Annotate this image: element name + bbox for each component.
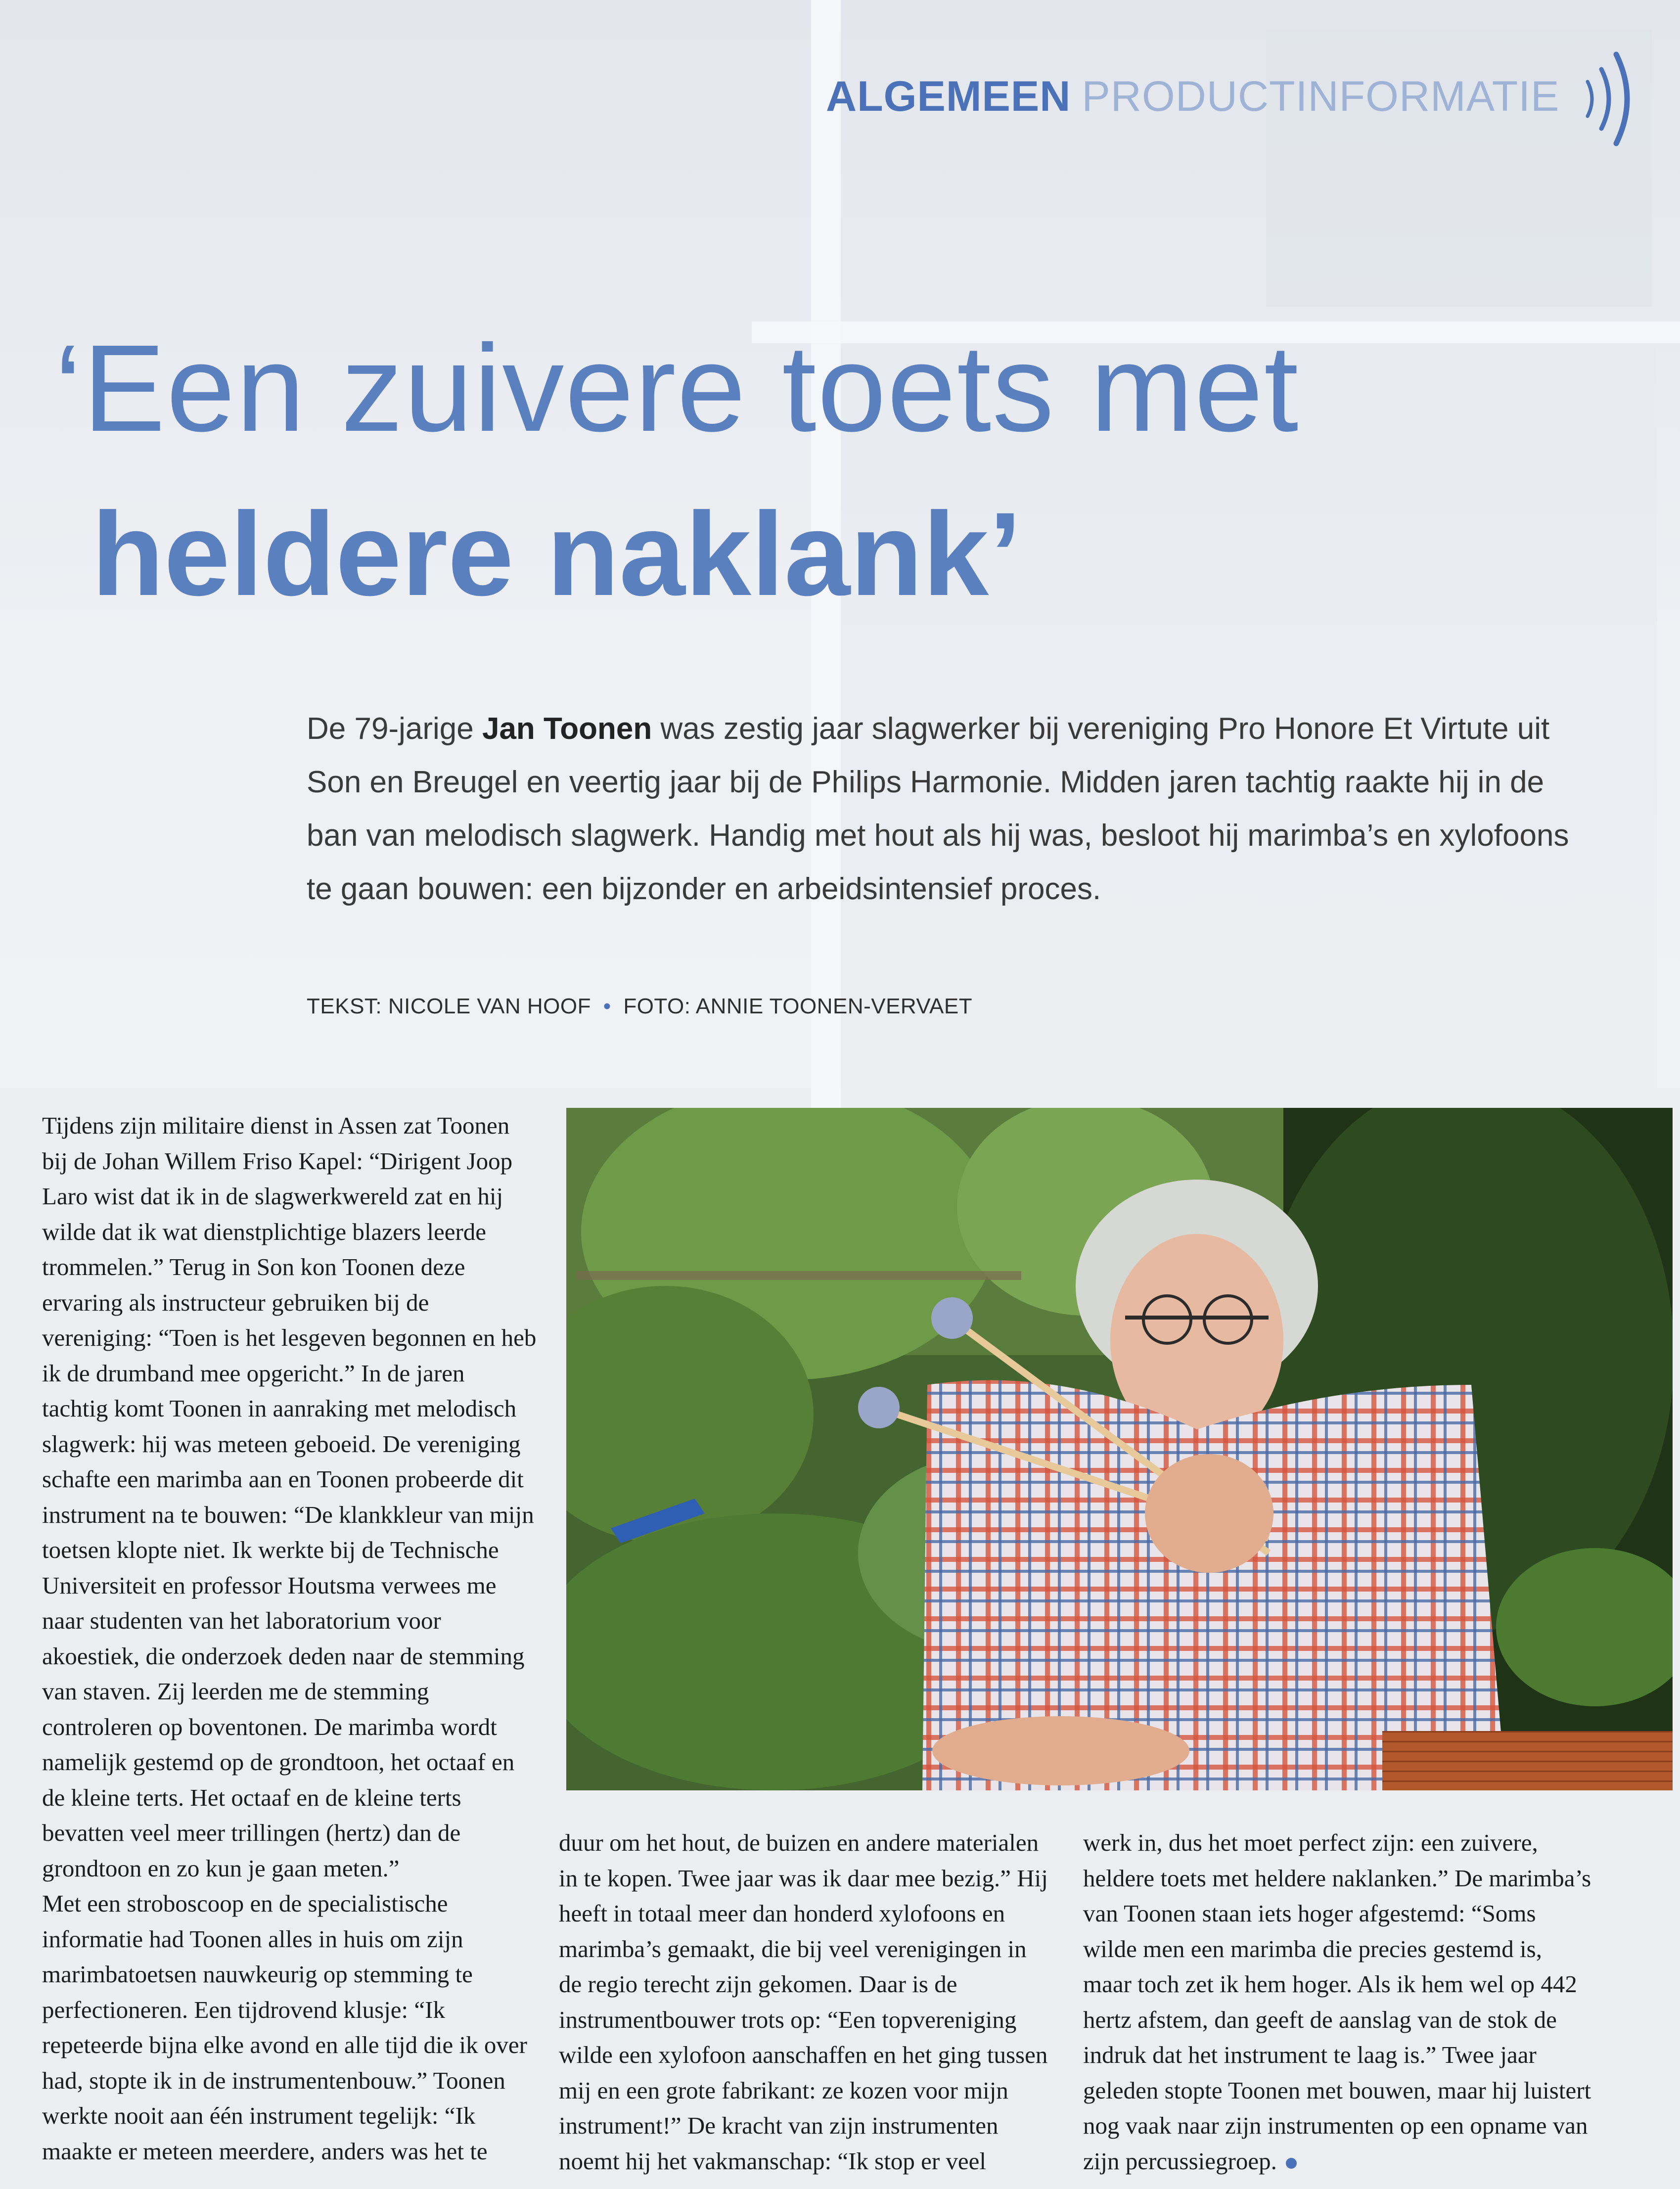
article-title-line2: heldere naklank’ — [91, 488, 1022, 620]
section-header — [826, 69, 1560, 124]
intro-text: was zestig jaar slagwerker bij vereniging Pro Honore Et Virtute uit Son en Breugel en veertig jaar bij de Philips Harmonie. Midden jaren tachtig raakte hij in de ban van melodisch slagwerk. Handig met hout als hij was, besloot hij marimba’s en xylofoons te gaan bouwen: een bijzonder en arbeidsintensief proces. — [307, 712, 1569, 906]
byline-photo: FOTO: ANNIE TOONEN-VERVAET — [623, 994, 973, 1018]
byline-separator: • — [603, 994, 611, 1018]
body-paragraph: duur om het hout, de buizen en andere materialen in te kopen. Twee jaar was ik daar mee bezig.” Hij heeft in totaal meer dan honderd xylofoons en marimba’s gemaakt, die bij veel verenigingen in de regio terecht zijn gekomen. Daar is de instrumentbouwer trots op: “Een topvereniging wilde een xylofoon aanschaffen en het ging tussen mij en een grote fabrikant: ze kozen voor mijn instrument!” De kracht van zijn instrumenten noemt hij het vakmanschap: “Ik stop er veel — [559, 1829, 1048, 2175]
intro-text: De 79-jarige — [307, 712, 482, 746]
intro-person-name: Jan Toonen — [482, 712, 652, 746]
section-label: ALGEMEEN — [826, 72, 1071, 120]
man-with-mallets-photo — [566, 1108, 1673, 1790]
body-paragraph: Met een stroboscoop en de specialistische informatie had Toonen alles in huis om zijn marimbatoetsen nauwkeurig op stemming te perfectioneren. Een tijdrovend klusje: “Ik repeteerde bijna elke avond en alle tijd die ik over had, stopte ik in de instrumentenbouw.” Toonen werkte nooit aan één instrument tegelijk: “Ik maakte er meteen meerdere, anders was het te — [42, 1890, 527, 2165]
body-paragraph: Tijdens zijn militaire dienst in Assen zat Toonen bij de Johan Willem Friso Kapel: “Dirigent Joop Laro wist dat ik in de slagwerkwereld zat en hij wilde dat ik wat dienstplichtige blazers leerde trommelen.” Terug in Son kon Toonen deze ervaring als instructeur gebruiken bij de vereniging: “Toen is het lesgeven begonnen en heb ik de drumband mee opgericht.” In de jaren tachtig komt Toonen in aanraking met melodisch slagwerk: hij was meteen geboeid. De vereniging schafte een marimba aan en Toonen probeerde dit instrument na te bouwen: “De klankkleur van mijn toetsen klopte niet. Ik werkte bij de Technische Universiteit en professor Houtsma verwees me naar studenten van het laboratorium voor akoestiek, die onderzoek deden naar de stemming van staven. Zij leerden me de stemming controleren op boventonen. De marimba wordt namelijk gestemd op de grondtoon, het octaaf en de kleine terts. Het octaaf en de kleine terts bevatten veel meer trillingen (hertz) dan de grondtoon en zo kun je gaan meten.” — [42, 1112, 537, 1882]
body-column-1 — [42, 1108, 537, 2169]
byline-text: TEKST: NICOLE VAN HOOF — [307, 994, 591, 1018]
byline — [307, 994, 972, 1019]
section-sublabel: PRODUCTINFORMATIE — [1082, 72, 1560, 120]
body-paragraph — [1083, 1825, 1592, 2179]
signal-waves-icon — [1578, 47, 1642, 151]
article-title-line1: ‘Een zuivere toets met — [54, 319, 1300, 457]
body-column-2 — [559, 1825, 1053, 2179]
body-text: werk in, dus het moet perfect zijn: een zuivere, heldere toets met heldere naklanken.” De marimba’s van Toonen staan iets hoger afgestemd: “Soms wilde men een marimba die precies gestemd is, maar toch zet ik hem hoger. Als ik hem wel op 442 hertz afstem, dan geeft de aanslag van de stok de indruk dat het instrument te laag is.” Twee jaar geleden stopte Toonen met bouwen, maar hij luistert nog vaak naar zijn instrumenten op een opname van zijn percussiegroep. — [1083, 1829, 1591, 2175]
end-of-article-icon — [1286, 2158, 1297, 2169]
body-column-3 — [1083, 1825, 1592, 2179]
intro-paragraph — [307, 702, 1573, 916]
